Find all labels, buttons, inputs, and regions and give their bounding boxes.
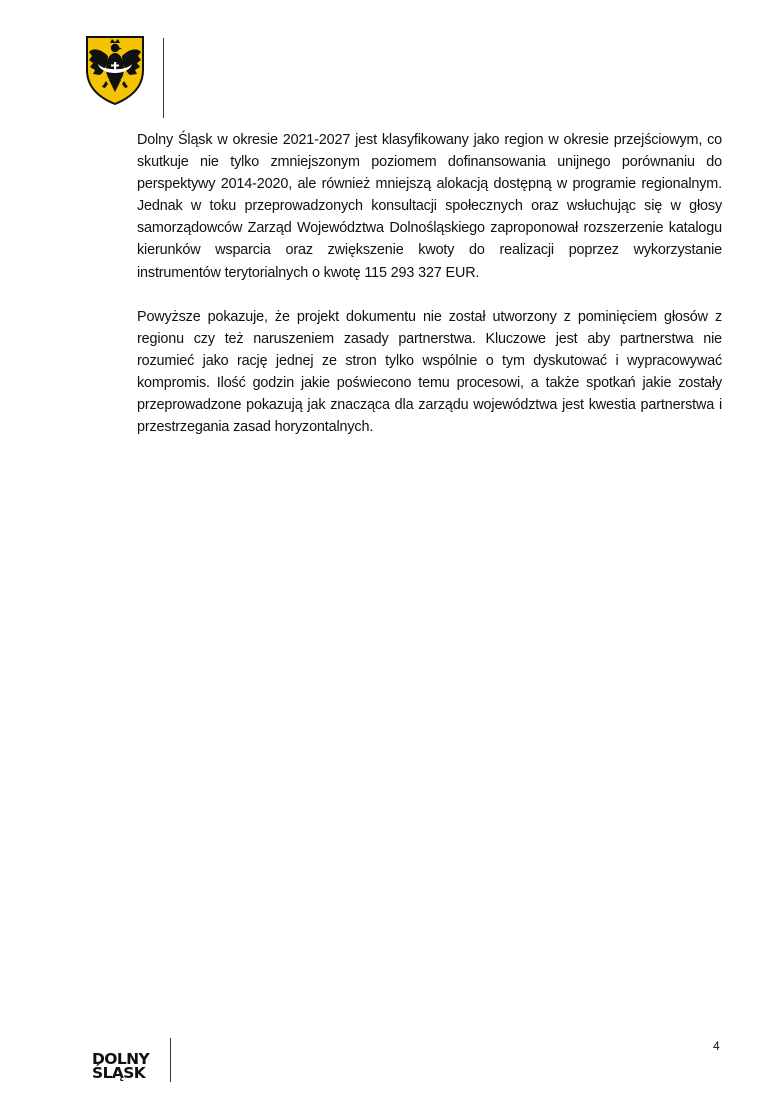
logo-line-slask: ŚLĄSK — [92, 1064, 146, 1082]
body-paragraph: Powyższe pokazuje, że projekt dokumentu nie został utworzony z pominięciem głosów z regionu czy też naruszeniem zasady partnerstwa. Kluczowe jest aby partnerstwa nie rozumieć jako rację jednej ze stron tylko wspólnie o tym dyskutować i wypracowywać kompromis. Ilość godzin jakie poświecono temu procesowi, a także spotkań jakie zostały przeprowadzone pokazują jak znacząca dla zarządu województwa jest kwestia partnerstwa i przestrzegania zasad horyzontalnych. — [137, 308, 722, 436]
page-header — [0, 0, 778, 130]
dolny-slask-logo — [92, 1052, 149, 1080]
logo-line-dolny: DOLNY — [92, 1050, 150, 1068]
page-number: 4 — [713, 1039, 720, 1053]
body-paragraph: Dolny Śląsk w okresie 2021-2027 jest klasyfikowany jako region w okresie przejściowym, co skutkuje nie tylko zmniejszonym poziomem dofinansowania unijnego porównaniu do perspektywy 2014-2020, ale również mniejszą alokacją dostępną w programie regionalnym. Jednak w toku przeprowadzonych konsultacji społecznych oraz wsłuchując się w głosy samorządowców Zarząd Województwa Dolnośląskiego zaproponował rozszerzenie katalogu kierunków wsparcia oraz zwiększenie kwoty do realizacji poprzez wykorzystanie instrumentów terytorialnych o kwotę 115 293 327 EUR. — [137, 132, 722, 281]
lower-silesia-eagle-crest-icon — [84, 34, 146, 106]
footer-divider — [170, 1038, 171, 1082]
document-body — [137, 129, 722, 460]
header-divider — [163, 38, 164, 118]
